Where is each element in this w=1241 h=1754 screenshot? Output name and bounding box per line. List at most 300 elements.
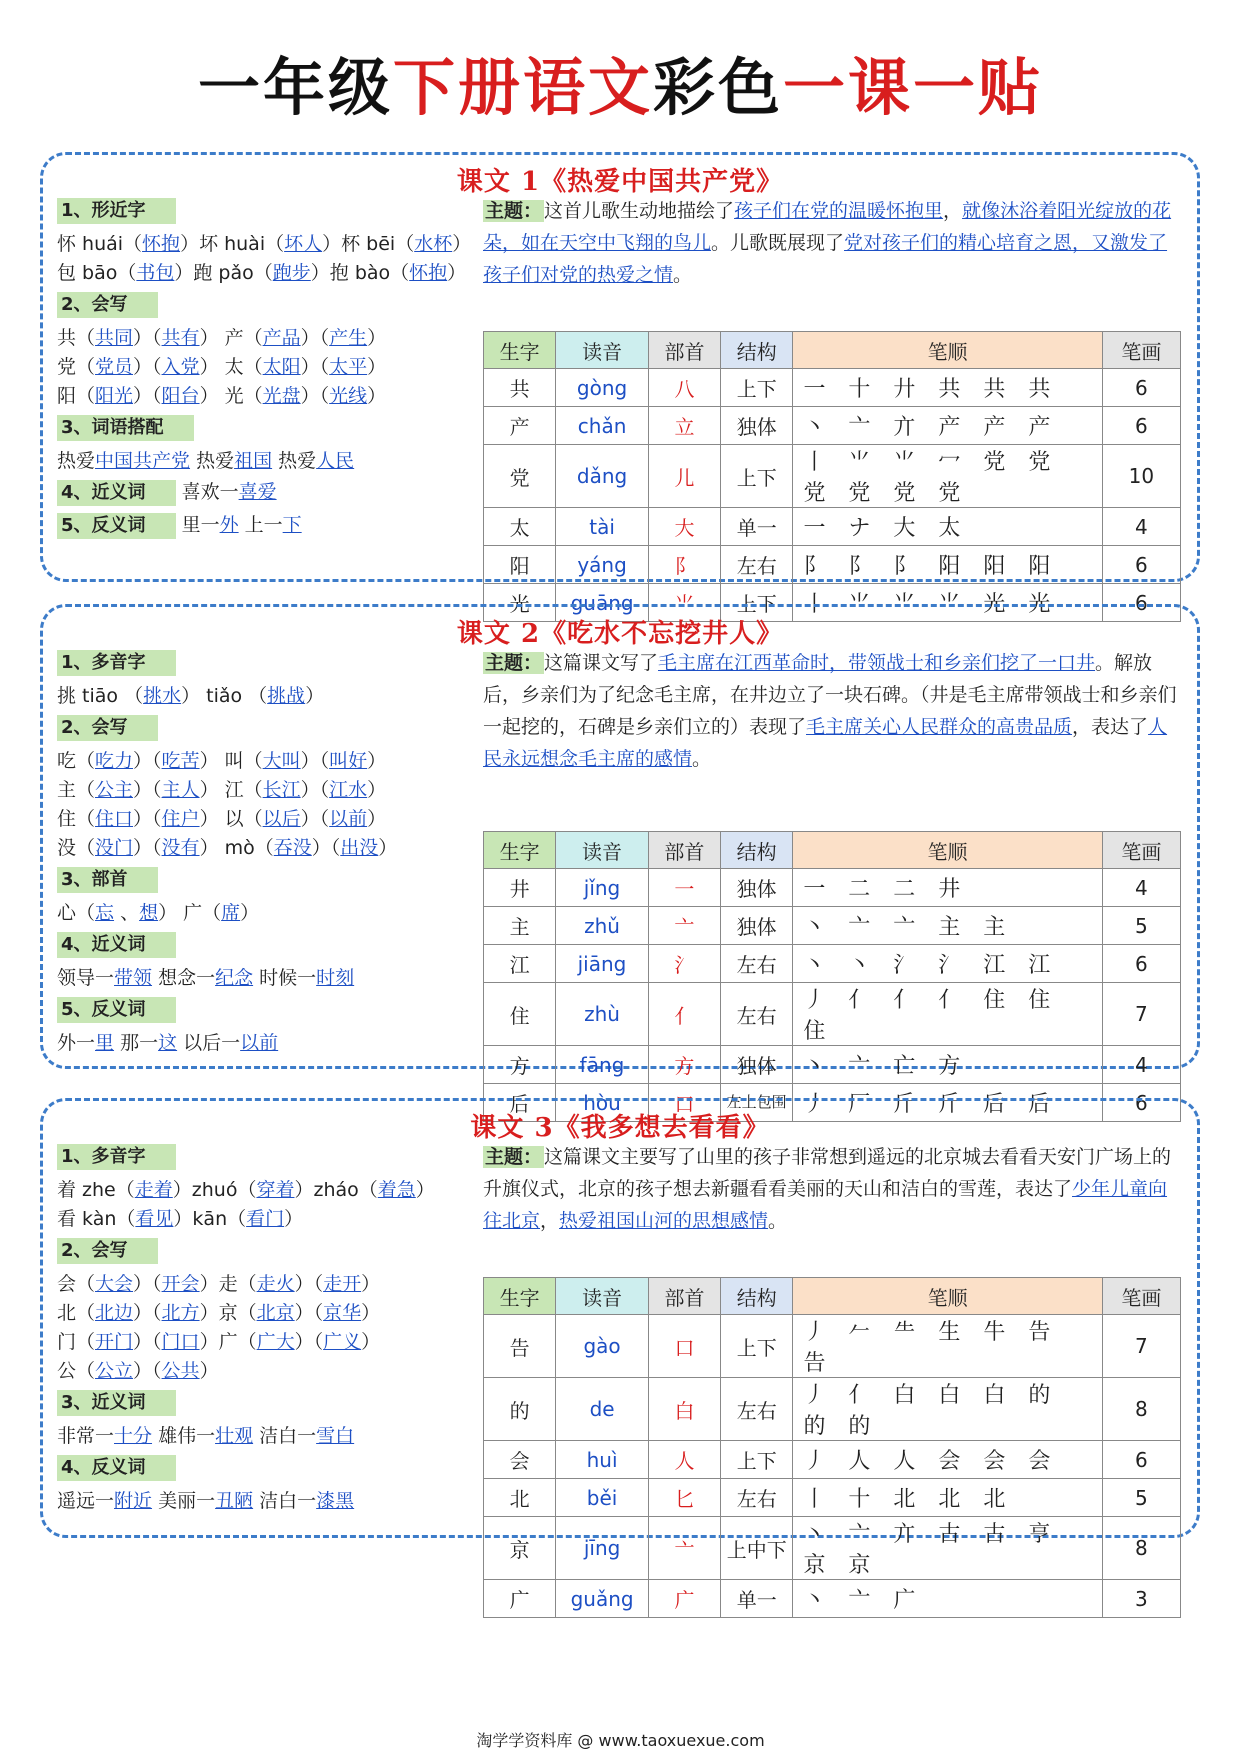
section-heading: 3、词语搭配 bbox=[57, 415, 194, 441]
theme-label: 主题： bbox=[485, 652, 543, 674]
answer-word: 江水 bbox=[329, 779, 368, 801]
character-cell: 光 bbox=[484, 584, 556, 622]
lesson-card-3 bbox=[40, 1098, 1200, 1613]
answer-word: 北边 bbox=[95, 1302, 134, 1324]
text-segment: ）（ bbox=[300, 356, 330, 378]
answer-word: 壮观 bbox=[215, 1425, 254, 1447]
answer-word: 怀抱 bbox=[409, 262, 448, 284]
answer-word: 孩子们在党的温暖怀抱里 bbox=[734, 200, 944, 222]
answer-word: 吃苦 bbox=[161, 750, 200, 772]
text-segment: ） bbox=[199, 1360, 219, 1382]
lesson-detail bbox=[483, 1141, 1183, 1613]
knowledge-points bbox=[57, 647, 487, 1059]
pinyin-cell: běi bbox=[556, 1479, 649, 1517]
stroke-count-cell: 6 bbox=[1102, 407, 1180, 445]
text-segment: ）跑 pǎo（ bbox=[174, 262, 273, 284]
section-heading: 1、多音字 bbox=[57, 650, 176, 676]
text-segment: 门（ bbox=[57, 1331, 96, 1353]
page-title bbox=[0, 48, 1241, 128]
text-segment: 党（ bbox=[57, 356, 96, 378]
pinyin-cell: dǎng bbox=[556, 445, 649, 508]
text-segment: 外一 bbox=[57, 1032, 96, 1054]
text-segment: ）走（ bbox=[199, 1273, 257, 1295]
table-header-row bbox=[484, 832, 1181, 869]
text-segment: ）（ bbox=[133, 1331, 162, 1353]
radical-cell: 白 bbox=[648, 1378, 720, 1441]
structure-cell: 左右 bbox=[721, 546, 793, 584]
table-row bbox=[484, 1315, 1181, 1378]
table-row bbox=[484, 1580, 1181, 1618]
stroke-order-cell: 一 二 ⼆ 井 bbox=[793, 869, 1102, 907]
column-header: 笔画 bbox=[1102, 1278, 1180, 1315]
lesson-title: 课文 1《热爱中国共产党》 bbox=[456, 167, 784, 197]
column-header: 结构 bbox=[721, 1278, 793, 1315]
character-cell: 的 bbox=[484, 1378, 556, 1441]
text-segment: ） 叫（ bbox=[199, 750, 263, 772]
pinyin-cell: guǎng bbox=[556, 1580, 649, 1618]
knowledge-points bbox=[57, 1141, 487, 1517]
lesson-title: 课文 2《吃水不忘挖井人》 bbox=[456, 619, 784, 649]
answer-word: 忘 bbox=[95, 902, 115, 924]
stroke-order-cell: 丨 ⺌ ⺌ ⺌ 光 光 bbox=[793, 584, 1102, 622]
character-cell: 主 bbox=[484, 907, 556, 945]
answer-word: 人民永远想念毛主席的感情 bbox=[483, 716, 1168, 770]
knowledge-section bbox=[57, 994, 487, 1056]
theme-label: 主题： bbox=[485, 1146, 543, 1168]
answer-word: 长江 bbox=[262, 779, 301, 801]
column-header: 笔顺 bbox=[793, 832, 1102, 869]
character-cell: 党 bbox=[484, 445, 556, 508]
character-cell: 井 bbox=[484, 869, 556, 907]
column-header: 部首 bbox=[648, 1278, 720, 1315]
text-segment: ）（ bbox=[133, 750, 162, 772]
inline-answers bbox=[176, 481, 277, 503]
inline-answers bbox=[176, 514, 302, 536]
text-segment: ）（ bbox=[294, 1331, 324, 1353]
text-segment: ）（ bbox=[300, 750, 330, 772]
pinyin-cell: zhù bbox=[556, 983, 648, 1046]
answer-word: 大叫 bbox=[262, 750, 301, 772]
answer-word: 着急 bbox=[377, 1179, 416, 1201]
table-row bbox=[484, 945, 1181, 983]
knowledge-section bbox=[57, 510, 487, 543]
character-cell: 住 bbox=[484, 983, 556, 1046]
text-segment: 这篇课文写了 bbox=[544, 652, 659, 674]
stroke-count-cell: 8 bbox=[1102, 1378, 1180, 1441]
title-part: 一年级 bbox=[197, 51, 393, 124]
text-segment: ） bbox=[367, 779, 387, 801]
answer-word: 住户 bbox=[161, 808, 200, 830]
text-segment: ） bbox=[367, 327, 387, 349]
content-line bbox=[57, 231, 487, 257]
column-header: 生字 bbox=[484, 332, 556, 369]
text-segment: ） 广（ bbox=[158, 902, 222, 924]
answer-word: 产生 bbox=[329, 327, 368, 349]
answer-word: 少年儿童向往北京 bbox=[483, 1178, 1168, 1232]
pinyin-cell: zhǔ bbox=[556, 907, 648, 945]
answer-word: 门口 bbox=[161, 1331, 200, 1353]
text-segment: ）（ bbox=[311, 837, 341, 859]
text-segment: 想念一 bbox=[152, 967, 216, 989]
answer-word: 吞没 bbox=[273, 837, 312, 859]
stroke-order-cell: 丿 亻 白 白 白 的 的 的 bbox=[793, 1378, 1102, 1441]
lesson-card-1 bbox=[40, 152, 1200, 617]
table-row bbox=[484, 1441, 1181, 1479]
answer-word: 产品 bbox=[262, 327, 301, 349]
text-segment: ）（ bbox=[300, 385, 330, 407]
text-segment: ） 以（ bbox=[199, 808, 263, 830]
text-segment: 遥远一 bbox=[57, 1490, 115, 1512]
structure-cell: 左右 bbox=[721, 983, 793, 1046]
text-segment: 住（ bbox=[57, 808, 96, 830]
answer-word: 祖国 bbox=[234, 450, 273, 472]
column-header: 笔画 bbox=[1102, 332, 1180, 369]
stroke-order-cell: 丨 十 北 北 北 bbox=[793, 1479, 1102, 1517]
column-header: 读音 bbox=[556, 832, 648, 869]
knowledge-section bbox=[57, 712, 487, 861]
text-segment: 以后一 bbox=[177, 1032, 241, 1054]
answer-word: 公立 bbox=[95, 1360, 134, 1382]
text-segment: ） 太（ bbox=[199, 356, 263, 378]
radical-cell: 亠 bbox=[648, 1517, 720, 1580]
lesson-card-2 bbox=[40, 604, 1200, 1117]
character-cell: 会 bbox=[484, 1441, 556, 1479]
column-header: 笔顺 bbox=[793, 1278, 1102, 1315]
table-row bbox=[484, 1378, 1181, 1441]
pinyin-cell: fāng bbox=[556, 1046, 648, 1084]
answer-word: 阳光 bbox=[95, 385, 134, 407]
content-line bbox=[57, 383, 487, 409]
content-line bbox=[57, 1271, 487, 1297]
radical-cell: 氵 bbox=[648, 945, 720, 983]
column-header: 结构 bbox=[721, 332, 793, 369]
radical-cell: 亠 bbox=[648, 907, 720, 945]
content-line bbox=[57, 354, 487, 380]
structure-cell: 上下 bbox=[721, 584, 793, 622]
structure-cell: 单一 bbox=[721, 1580, 793, 1618]
section-heading: 4、反义词 bbox=[57, 1455, 176, 1481]
text-segment: ）（ bbox=[133, 385, 162, 407]
answer-word: 坏人 bbox=[284, 233, 323, 255]
text-segment: ） bbox=[361, 1331, 381, 1353]
answer-word: 纪念 bbox=[215, 967, 254, 989]
text-segment: ） bbox=[305, 685, 325, 707]
structure-cell: 独体 bbox=[721, 907, 793, 945]
character-cell: 产 bbox=[484, 407, 556, 445]
section-heading: 1、多音字 bbox=[57, 1144, 176, 1170]
knowledge-section bbox=[57, 477, 487, 510]
theme-paragraph bbox=[483, 1141, 1183, 1237]
structure-cell: 独体 bbox=[721, 1046, 793, 1084]
character-table bbox=[483, 331, 1181, 622]
text-segment: ）kān（ bbox=[173, 1208, 247, 1230]
text-segment: ）广（ bbox=[199, 1331, 257, 1353]
column-header: 生字 bbox=[484, 832, 556, 869]
radical-cell: 儿 bbox=[648, 445, 720, 508]
section-heading: 2、会写 bbox=[57, 292, 158, 318]
answer-word: 阳台 bbox=[161, 385, 200, 407]
answer-word: 出没 bbox=[340, 837, 379, 859]
radical-cell: 匕 bbox=[648, 1479, 720, 1517]
answer-word: 主人 bbox=[161, 779, 200, 801]
answer-word: 光线 bbox=[329, 385, 368, 407]
pinyin-cell: jiāng bbox=[556, 945, 648, 983]
answer-word: 中国共产党 bbox=[95, 450, 191, 472]
answer-word: 广义 bbox=[323, 1331, 362, 1353]
section-heading: 2、会写 bbox=[57, 715, 158, 741]
answer-word: 丑陋 bbox=[215, 1490, 254, 1512]
text-segment: 心（ bbox=[57, 902, 96, 924]
answer-word: 雪白 bbox=[316, 1425, 355, 1447]
pinyin-cell: huì bbox=[556, 1441, 649, 1479]
text-segment: 。儿歌既展现了 bbox=[711, 232, 845, 254]
answer-word: 太平 bbox=[329, 356, 368, 378]
radical-cell: 口 bbox=[648, 1084, 720, 1122]
structure-cell: 左上包围 bbox=[721, 1084, 793, 1122]
answer-word: 京华 bbox=[323, 1302, 362, 1324]
theme-label: 主题： bbox=[485, 200, 543, 222]
radical-cell: 一 bbox=[648, 869, 720, 907]
answer-word: 走着 bbox=[134, 1179, 173, 1201]
column-header: 结构 bbox=[721, 832, 793, 869]
stroke-order-cell: 丿 人 人 会 会 会 bbox=[793, 1441, 1102, 1479]
answer-word: 里 bbox=[95, 1032, 115, 1054]
table-row bbox=[484, 869, 1181, 907]
text-segment: ） bbox=[452, 233, 472, 255]
title-part: 下册语文 bbox=[392, 51, 653, 124]
text-segment: ）（ bbox=[294, 1302, 324, 1324]
pinyin-cell: guāng bbox=[556, 584, 649, 622]
stroke-order-cell: 丨 ⺌ ⺌ 冖 党 党 党 党 党 党 bbox=[793, 445, 1102, 508]
text-segment: ）zháo（ bbox=[294, 1179, 378, 1201]
pinyin-cell: hòu bbox=[556, 1084, 648, 1122]
section-heading: 4、近义词 bbox=[57, 480, 176, 506]
text-segment: 挑 tiāo （ bbox=[57, 685, 144, 707]
text-segment: ） 江（ bbox=[199, 779, 263, 801]
lesson-detail bbox=[483, 195, 1183, 617]
structure-cell: 左右 bbox=[721, 1479, 793, 1517]
content-line bbox=[57, 1300, 487, 1326]
radical-cell: 阝 bbox=[648, 546, 720, 584]
answer-word: 以前 bbox=[329, 808, 368, 830]
column-header: 笔画 bbox=[1102, 832, 1180, 869]
text-segment: 北（ bbox=[57, 1302, 96, 1324]
stroke-order-cell: 丶 亠 亡 方 bbox=[793, 1046, 1102, 1084]
answer-word: 公共 bbox=[161, 1360, 200, 1382]
text-segment: ） bbox=[367, 356, 387, 378]
text-segment: 主（ bbox=[57, 779, 96, 801]
text-segment: 喜欢一 bbox=[175, 481, 239, 503]
table-header-row bbox=[484, 332, 1181, 369]
character-table bbox=[483, 1277, 1181, 1618]
table-row bbox=[484, 1517, 1181, 1580]
section-heading: 3、部首 bbox=[57, 867, 158, 893]
character-cell: 广 bbox=[484, 1580, 556, 1618]
stroke-order-cell: 一 ナ 大 太 bbox=[793, 508, 1102, 546]
stroke-count-cell: 6 bbox=[1102, 1084, 1180, 1122]
section-heading: 3、近义词 bbox=[57, 1390, 176, 1416]
knowledge-section bbox=[57, 289, 487, 409]
table-row bbox=[484, 445, 1181, 508]
character-cell: 北 bbox=[484, 1479, 556, 1517]
text-segment: 洁白一 bbox=[253, 1425, 317, 1447]
answer-word: 党对孩子们的精心培育之恩，又激发了孩子们对党的热爱之情 bbox=[483, 232, 1168, 286]
pinyin-cell: jǐng bbox=[556, 869, 648, 907]
answer-word: 毛主席在江西革命时，带领战士和乡亲们挖了一口井 bbox=[658, 652, 1096, 674]
stroke-order-cell: 丿 厂 斤 斤 后 后 bbox=[793, 1084, 1102, 1122]
text-segment: ）京（ bbox=[199, 1302, 257, 1324]
section-heading: 5、反义词 bbox=[57, 513, 176, 539]
answer-word: 挑水 bbox=[143, 685, 182, 707]
radical-cell: 大 bbox=[648, 508, 720, 546]
pinyin-cell: de bbox=[556, 1378, 649, 1441]
answer-word: 公主 bbox=[95, 779, 134, 801]
structure-cell: 上下 bbox=[721, 1441, 793, 1479]
text-segment: ）（ bbox=[133, 327, 162, 349]
answer-word: 怀抱 bbox=[142, 233, 181, 255]
text-segment: 没（ bbox=[57, 837, 96, 859]
theme-paragraph bbox=[483, 647, 1183, 775]
character-cell: 京 bbox=[484, 1517, 556, 1580]
answer-word: 叫好 bbox=[329, 750, 368, 772]
knowledge-section bbox=[57, 1452, 487, 1514]
answer-word: 热爱祖国山河的思想感情 bbox=[559, 1210, 769, 1232]
text-segment: 、 bbox=[114, 902, 140, 924]
text-segment: 热爱 bbox=[272, 450, 317, 472]
text-segment: ）（ bbox=[133, 1302, 162, 1324]
text-segment: 热爱 bbox=[57, 450, 96, 472]
text-segment: 吃（ bbox=[57, 750, 96, 772]
knowledge-section bbox=[57, 412, 487, 474]
knowledge-section bbox=[57, 929, 487, 991]
table-row bbox=[484, 983, 1181, 1046]
answer-word: 外 bbox=[219, 514, 239, 536]
answer-word: 水杯 bbox=[414, 233, 453, 255]
table-header-row bbox=[484, 1278, 1181, 1315]
title-part: 一课一贴 bbox=[783, 51, 1044, 124]
text-segment: 。 bbox=[768, 1210, 788, 1232]
text-segment: ） mò（ bbox=[199, 837, 274, 859]
text-segment: ）（ bbox=[300, 779, 330, 801]
lesson-detail bbox=[483, 647, 1183, 1117]
answer-word: 没有 bbox=[161, 837, 200, 859]
content-line bbox=[57, 1177, 487, 1203]
answer-word: 开会 bbox=[161, 1273, 200, 1295]
stroke-count-cell: 5 bbox=[1102, 1479, 1180, 1517]
table-row bbox=[484, 407, 1181, 445]
table-row bbox=[484, 508, 1181, 546]
text-segment: ） bbox=[415, 1179, 435, 1201]
character-cell: 太 bbox=[484, 508, 556, 546]
character-cell: 江 bbox=[484, 945, 556, 983]
answer-word: 带领 bbox=[114, 967, 153, 989]
stroke-order-cell: 丿 亻 亻 亻 住 住 住 bbox=[793, 983, 1102, 1046]
text-segment: 洁白一 bbox=[253, 1490, 317, 1512]
text-segment: 会（ bbox=[57, 1273, 96, 1295]
table-row bbox=[484, 1479, 1181, 1517]
character-cell: 后 bbox=[484, 1084, 556, 1122]
radical-cell: 八 bbox=[648, 369, 720, 407]
pinyin-cell: chǎn bbox=[556, 407, 649, 445]
text-segment: 那一 bbox=[114, 1032, 159, 1054]
text-segment: ）（ bbox=[300, 808, 330, 830]
structure-cell: 上下 bbox=[721, 445, 793, 508]
structure-cell: 左右 bbox=[721, 1378, 793, 1441]
stroke-count-cell: 4 bbox=[1102, 508, 1180, 546]
content-line bbox=[57, 965, 487, 991]
structure-cell: 单一 bbox=[721, 508, 793, 546]
text-segment: ） bbox=[367, 385, 387, 407]
answer-word: 这 bbox=[158, 1032, 178, 1054]
text-segment: ）（ bbox=[133, 779, 162, 801]
content-line bbox=[57, 260, 487, 286]
section-heading: 5、反义词 bbox=[57, 997, 176, 1023]
text-segment: ） bbox=[284, 1208, 304, 1230]
answer-word: 走火 bbox=[256, 1273, 295, 1295]
text-segment: 包 bāo（ bbox=[57, 262, 137, 284]
content-line bbox=[57, 325, 487, 351]
content-line bbox=[57, 683, 487, 709]
answer-word: 附近 bbox=[114, 1490, 153, 1512]
pinyin-cell: gòng bbox=[556, 369, 649, 407]
answer-word: 开门 bbox=[95, 1331, 134, 1353]
answer-word: 书包 bbox=[136, 262, 175, 284]
text-segment: ） bbox=[361, 1273, 381, 1295]
answer-word: 穿着 bbox=[256, 1179, 295, 1201]
structure-cell: 左右 bbox=[721, 945, 793, 983]
column-header: 部首 bbox=[648, 332, 720, 369]
text-segment: ） bbox=[447, 262, 467, 284]
text-segment: ） bbox=[367, 808, 387, 830]
knowledge-section bbox=[57, 864, 487, 926]
answer-word: 光盘 bbox=[262, 385, 301, 407]
text-segment: 怀 huái（ bbox=[57, 233, 143, 255]
answer-word: 广大 bbox=[256, 1331, 295, 1353]
stroke-count-cell: 6 bbox=[1102, 1441, 1180, 1479]
answer-word: 跑步 bbox=[272, 262, 311, 284]
pinyin-cell: jīng bbox=[556, 1517, 649, 1580]
pinyin-cell: gào bbox=[556, 1315, 649, 1378]
answer-word: 住口 bbox=[95, 808, 134, 830]
text-segment: 看 kàn（ bbox=[57, 1208, 136, 1230]
stroke-count-cell: 10 bbox=[1102, 445, 1180, 508]
stroke-count-cell: 7 bbox=[1102, 1315, 1180, 1378]
text-segment: 非常一 bbox=[57, 1425, 115, 1447]
stroke-count-cell: 6 bbox=[1102, 584, 1180, 622]
text-segment: ）（ bbox=[294, 1273, 324, 1295]
answer-word: 共同 bbox=[95, 327, 134, 349]
answer-word: 时刻 bbox=[316, 967, 355, 989]
answer-word: 席 bbox=[221, 902, 241, 924]
pinyin-cell: tài bbox=[556, 508, 649, 546]
text-segment: 这篇课文主要写了山里的孩子非常想到遥远的北京城去看看天安门广场上的升旗仪式，北京的孩子想去新疆看看美丽的天山和洁白的雪莲，表达了 bbox=[483, 1146, 1172, 1200]
table-row bbox=[484, 369, 1181, 407]
knowledge-section bbox=[57, 1141, 487, 1232]
text-segment: ） bbox=[367, 750, 387, 772]
stroke-order-cell: 丿 𠂉 ⺧ 生 牛 告 告 bbox=[793, 1315, 1102, 1378]
knowledge-section bbox=[57, 647, 487, 709]
structure-cell: 独体 bbox=[721, 869, 793, 907]
text-segment: 这首儿歌生动地描绘了 bbox=[544, 200, 735, 222]
answer-word: 入党 bbox=[161, 356, 200, 378]
text-segment: ， bbox=[540, 1210, 560, 1232]
text-segment: ） 产（ bbox=[199, 327, 263, 349]
text-segment: 阳（ bbox=[57, 385, 96, 407]
text-segment: 美丽一 bbox=[152, 1490, 216, 1512]
knowledge-section bbox=[57, 1235, 487, 1384]
answer-word: 吃力 bbox=[95, 750, 134, 772]
content-line bbox=[57, 777, 487, 803]
